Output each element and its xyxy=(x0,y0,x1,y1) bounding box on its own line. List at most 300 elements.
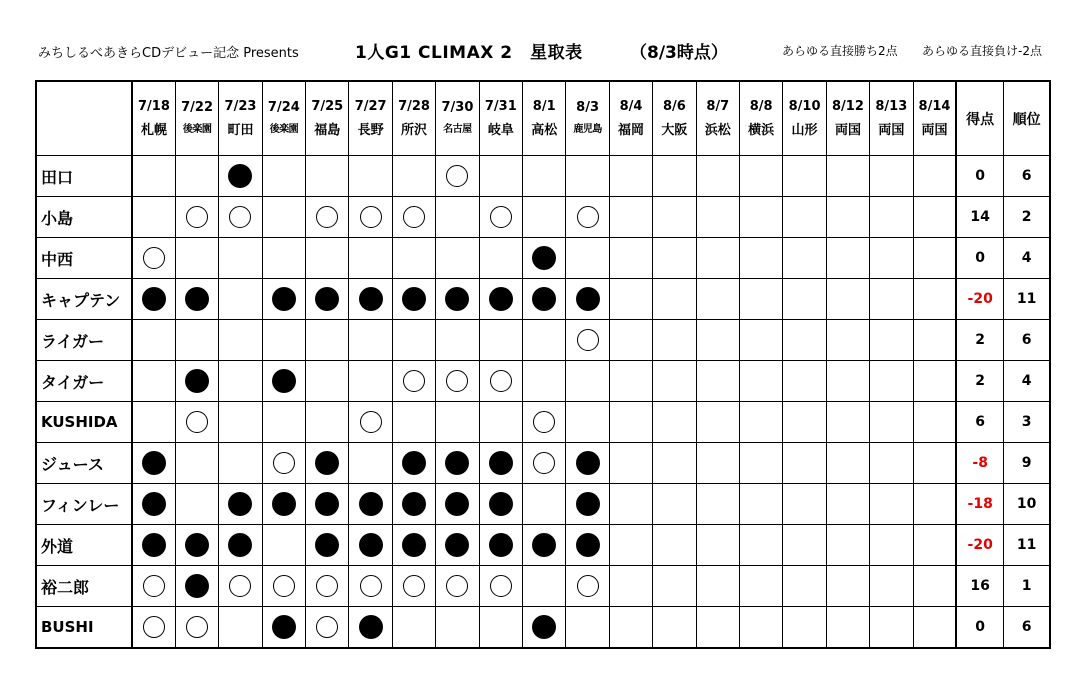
result-cell xyxy=(870,443,913,484)
result-cell xyxy=(783,156,826,197)
result-cell xyxy=(870,279,913,320)
result-cell xyxy=(479,443,522,484)
result-cell xyxy=(739,607,782,649)
result-cell xyxy=(783,607,826,649)
result-cell xyxy=(913,484,956,525)
loss-circle-icon xyxy=(445,451,469,475)
result-cell xyxy=(436,525,479,566)
result-cell xyxy=(219,607,262,649)
result-cell xyxy=(349,361,392,402)
result-cell xyxy=(609,361,652,402)
result-cell xyxy=(392,361,435,402)
result-cell xyxy=(696,443,739,484)
score-header: 得点 xyxy=(956,81,1003,156)
result-cell xyxy=(566,361,609,402)
result-cell xyxy=(479,361,522,402)
result-cell xyxy=(306,156,349,197)
rule-loss-points: あらゆる直接負け-2点 xyxy=(922,44,1042,58)
loss-circle-icon xyxy=(445,287,469,311)
table-body xyxy=(36,156,1050,649)
result-cell xyxy=(783,320,826,361)
loss-circle-icon xyxy=(359,615,383,639)
result-cell xyxy=(913,566,956,607)
table-row xyxy=(36,320,1050,361)
header xyxy=(0,0,1083,80)
result-cell xyxy=(306,443,349,484)
win-circle-icon xyxy=(577,329,599,351)
result-cell xyxy=(175,566,218,607)
rank-value: 3 xyxy=(1003,402,1050,443)
result-cell xyxy=(132,607,175,649)
result-cell xyxy=(826,279,869,320)
loss-circle-icon xyxy=(359,492,383,516)
loss-circle-icon xyxy=(315,533,339,557)
rank-value: 11 xyxy=(1003,525,1050,566)
result-cell xyxy=(523,484,566,525)
score-value: 0 xyxy=(956,156,1003,197)
result-cell xyxy=(913,361,956,402)
win-circle-icon xyxy=(403,370,425,392)
venue-label: 町田 xyxy=(227,122,254,138)
result-cell xyxy=(523,156,566,197)
result-cell xyxy=(349,279,392,320)
win-circle-icon xyxy=(446,370,468,392)
result-cell xyxy=(479,279,522,320)
result-cell xyxy=(566,197,609,238)
result-cell xyxy=(392,156,435,197)
result-cell xyxy=(739,566,782,607)
result-cell xyxy=(566,279,609,320)
result-cell xyxy=(219,566,262,607)
wrestler-name: キャプテン xyxy=(36,279,132,320)
date-label: 7/28 xyxy=(398,98,430,114)
header-row xyxy=(36,81,1050,156)
win-circle-icon xyxy=(446,165,468,187)
venue-label: 所沢 xyxy=(401,122,428,138)
result-cell xyxy=(436,443,479,484)
result-cell xyxy=(653,320,696,361)
loss-circle-icon xyxy=(445,533,469,557)
result-cell xyxy=(436,402,479,443)
result-cell xyxy=(826,566,869,607)
result-cell xyxy=(392,320,435,361)
result-cell xyxy=(479,607,522,649)
result-cell xyxy=(870,402,913,443)
win-circle-icon xyxy=(446,575,468,597)
result-cell xyxy=(653,361,696,402)
loss-circle-icon xyxy=(359,533,383,557)
result-cell xyxy=(436,156,479,197)
date-label: 7/24 xyxy=(267,100,300,116)
result-cell xyxy=(479,566,522,607)
venue-label: 名古屋 xyxy=(443,124,472,136)
date-label: 8/6 xyxy=(662,98,686,114)
result-cell xyxy=(262,197,305,238)
result-cell xyxy=(219,443,262,484)
result-cell xyxy=(653,525,696,566)
win-circle-icon xyxy=(273,452,295,474)
loss-circle-icon xyxy=(315,287,339,311)
result-cell xyxy=(783,279,826,320)
result-cell xyxy=(783,361,826,402)
result-cell xyxy=(306,320,349,361)
win-circle-icon xyxy=(316,616,338,638)
result-cell xyxy=(392,484,435,525)
win-circle-icon xyxy=(403,206,425,228)
result-cell xyxy=(870,320,913,361)
loss-circle-icon xyxy=(142,492,166,516)
result-cell xyxy=(609,402,652,443)
result-cell xyxy=(392,279,435,320)
win-circle-icon xyxy=(577,575,599,597)
rank-value: 6 xyxy=(1003,156,1050,197)
result-cell xyxy=(262,607,305,649)
result-cell xyxy=(175,156,218,197)
result-cell xyxy=(523,320,566,361)
score-value: -20 xyxy=(956,525,1003,566)
result-cell xyxy=(609,197,652,238)
rank-value: 6 xyxy=(1003,607,1050,649)
win-circle-icon xyxy=(490,575,512,597)
win-circle-icon xyxy=(360,411,382,433)
date-header xyxy=(392,81,435,156)
loss-circle-icon xyxy=(532,246,556,270)
result-cell xyxy=(175,320,218,361)
result-cell xyxy=(175,525,218,566)
result-cell xyxy=(696,484,739,525)
result-cell xyxy=(696,607,739,649)
loss-circle-icon xyxy=(489,451,513,475)
win-circle-icon xyxy=(143,575,165,597)
result-cell xyxy=(783,566,826,607)
win-circle-icon xyxy=(186,616,208,638)
date-label: 7/23 xyxy=(224,98,257,114)
result-cell xyxy=(306,361,349,402)
win-circle-icon xyxy=(577,206,599,228)
result-cell xyxy=(479,238,522,279)
loss-circle-icon xyxy=(315,492,339,516)
date-label: 8/3 xyxy=(576,100,600,116)
loss-circle-icon xyxy=(142,451,166,475)
wrestler-name: タイガー xyxy=(36,361,132,402)
date-label: 7/18 xyxy=(138,98,170,114)
result-cell xyxy=(306,566,349,607)
result-cell xyxy=(392,402,435,443)
result-cell xyxy=(566,484,609,525)
win-circle-icon xyxy=(273,575,295,597)
date-header xyxy=(175,81,218,156)
loss-circle-icon xyxy=(489,533,513,557)
date-label: 7/22 xyxy=(181,100,214,116)
result-cell xyxy=(739,402,782,443)
table-row xyxy=(36,279,1050,320)
venue-label: 後楽園 xyxy=(269,124,299,136)
date-header xyxy=(306,81,349,156)
result-cell xyxy=(913,607,956,649)
loss-circle-icon xyxy=(272,369,296,393)
date-label: 8/13 xyxy=(875,98,908,114)
win-circle-icon xyxy=(316,575,338,597)
loss-circle-icon xyxy=(359,287,383,311)
result-cell xyxy=(653,197,696,238)
loss-circle-icon xyxy=(445,492,469,516)
result-cell xyxy=(436,361,479,402)
table-row xyxy=(36,607,1050,649)
result-cell xyxy=(349,320,392,361)
result-cell xyxy=(696,525,739,566)
date-label: 8/4 xyxy=(619,98,643,114)
result-cell xyxy=(913,525,956,566)
result-cell xyxy=(913,156,956,197)
win-circle-icon xyxy=(143,247,165,269)
result-cell xyxy=(653,402,696,443)
result-cell xyxy=(132,197,175,238)
result-cell xyxy=(609,484,652,525)
wrestler-name: ジュース xyxy=(36,443,132,484)
result-cell xyxy=(826,361,869,402)
date-header xyxy=(479,81,522,156)
rank-value: 4 xyxy=(1003,361,1050,402)
result-cell xyxy=(219,279,262,320)
result-cell xyxy=(219,197,262,238)
result-cell xyxy=(349,566,392,607)
result-cell xyxy=(566,607,609,649)
result-cell xyxy=(870,484,913,525)
result-cell xyxy=(739,484,782,525)
date-header xyxy=(696,81,739,156)
result-cell xyxy=(653,484,696,525)
result-cell xyxy=(479,525,522,566)
result-cell xyxy=(349,197,392,238)
result-cell xyxy=(696,156,739,197)
score-value: -8 xyxy=(956,443,1003,484)
result-cell xyxy=(132,320,175,361)
table-row xyxy=(36,197,1050,238)
score-value: 14 xyxy=(956,197,1003,238)
result-cell xyxy=(826,443,869,484)
result-cell xyxy=(132,156,175,197)
wrestler-name: 裕二郎 xyxy=(36,566,132,607)
result-cell xyxy=(696,238,739,279)
as-of-date: （8/3時点） xyxy=(630,43,728,63)
date-header xyxy=(436,81,479,156)
result-cell xyxy=(175,607,218,649)
loss-circle-icon xyxy=(185,574,209,598)
result-cell xyxy=(175,279,218,320)
result-cell xyxy=(913,279,956,320)
page-title: 1人G1 CLIMAX 2 星取表 xyxy=(355,43,583,63)
result-cell xyxy=(783,197,826,238)
result-cell xyxy=(696,361,739,402)
result-cell xyxy=(826,197,869,238)
table-row xyxy=(36,443,1050,484)
result-cell xyxy=(913,197,956,238)
corner-cell xyxy=(36,81,132,156)
result-cell xyxy=(306,238,349,279)
score-value: 0 xyxy=(956,607,1003,649)
win-circle-icon xyxy=(403,575,425,597)
result-cell xyxy=(392,525,435,566)
result-cell xyxy=(262,238,305,279)
result-cell xyxy=(219,320,262,361)
result-cell xyxy=(826,238,869,279)
result-cell xyxy=(219,238,262,279)
date-header xyxy=(262,81,305,156)
result-cell xyxy=(739,279,782,320)
result-cell xyxy=(306,607,349,649)
result-cell xyxy=(523,402,566,443)
date-header xyxy=(870,81,913,156)
loss-circle-icon xyxy=(142,533,166,557)
result-cell xyxy=(219,484,262,525)
result-cell xyxy=(349,607,392,649)
result-cell xyxy=(262,566,305,607)
result-cell xyxy=(783,238,826,279)
date-label: 8/14 xyxy=(918,98,951,114)
result-cell xyxy=(783,402,826,443)
wrestler-name: 外道 xyxy=(36,525,132,566)
result-cell xyxy=(349,443,392,484)
result-cell xyxy=(653,238,696,279)
loss-circle-icon xyxy=(576,451,600,475)
table-row xyxy=(36,484,1050,525)
result-cell xyxy=(566,156,609,197)
win-circle-icon xyxy=(490,206,512,228)
rank-value: 1 xyxy=(1003,566,1050,607)
win-circle-icon xyxy=(186,411,208,433)
result-cell xyxy=(653,443,696,484)
result-cell xyxy=(479,402,522,443)
score-value: 0 xyxy=(956,238,1003,279)
date-label: 7/27 xyxy=(354,98,387,114)
venue-label: 長野 xyxy=(357,122,384,138)
venue-label: 福岡 xyxy=(617,122,644,138)
result-cell xyxy=(479,484,522,525)
win-circle-icon xyxy=(533,411,555,433)
result-cell xyxy=(783,525,826,566)
result-cell xyxy=(739,156,782,197)
result-cell xyxy=(306,279,349,320)
result-cell xyxy=(870,156,913,197)
result-cell xyxy=(436,238,479,279)
result-cell xyxy=(523,607,566,649)
result-cell xyxy=(436,279,479,320)
result-cell xyxy=(306,197,349,238)
date-header xyxy=(653,81,696,156)
loss-circle-icon xyxy=(185,287,209,311)
venue-label: 鹿児島 xyxy=(573,124,602,136)
result-cell xyxy=(696,402,739,443)
result-cell xyxy=(870,361,913,402)
loss-circle-icon xyxy=(272,615,296,639)
loss-circle-icon xyxy=(532,615,556,639)
result-cell xyxy=(132,402,175,443)
result-cell xyxy=(783,443,826,484)
loss-circle-icon xyxy=(402,451,426,475)
result-cell xyxy=(479,197,522,238)
result-cell xyxy=(436,320,479,361)
result-cell xyxy=(219,525,262,566)
result-cell xyxy=(870,525,913,566)
result-cell xyxy=(132,279,175,320)
date-label: 8/7 xyxy=(706,98,730,114)
table-row xyxy=(36,361,1050,402)
rank-value: 11 xyxy=(1003,279,1050,320)
wrestler-name: 中西 xyxy=(36,238,132,279)
rank-value: 6 xyxy=(1003,320,1050,361)
result-cell xyxy=(132,566,175,607)
wrestler-name: ライガー xyxy=(36,320,132,361)
result-cell xyxy=(219,402,262,443)
result-cell xyxy=(870,197,913,238)
result-cell xyxy=(653,607,696,649)
result-cell xyxy=(696,279,739,320)
result-cell xyxy=(913,238,956,279)
result-cell xyxy=(523,197,566,238)
result-cell xyxy=(262,443,305,484)
table-row xyxy=(36,566,1050,607)
result-cell xyxy=(739,443,782,484)
result-cell xyxy=(566,525,609,566)
score-value: -20 xyxy=(956,279,1003,320)
date-label: 8/10 xyxy=(788,98,821,114)
venue-label: 両国 xyxy=(834,122,861,138)
loss-circle-icon xyxy=(228,533,252,557)
date-header xyxy=(609,81,652,156)
result-cell xyxy=(436,484,479,525)
date-header xyxy=(523,81,566,156)
result-cell xyxy=(349,402,392,443)
result-cell xyxy=(523,443,566,484)
result-cell xyxy=(262,525,305,566)
result-cell xyxy=(132,484,175,525)
result-cell xyxy=(826,156,869,197)
date-label: 7/25 xyxy=(311,98,344,114)
result-cell xyxy=(826,525,869,566)
result-cell xyxy=(132,361,175,402)
win-circle-icon xyxy=(229,575,251,597)
venue-label: 山形 xyxy=(791,122,818,138)
result-cell xyxy=(696,320,739,361)
result-cell xyxy=(479,320,522,361)
wrestler-name: 田口 xyxy=(36,156,132,197)
date-label: 8/12 xyxy=(832,98,864,114)
result-cell xyxy=(653,566,696,607)
date-header xyxy=(739,81,782,156)
result-cell xyxy=(870,238,913,279)
result-cell xyxy=(392,566,435,607)
score-value: 2 xyxy=(956,320,1003,361)
result-cell xyxy=(609,238,652,279)
result-cell xyxy=(262,156,305,197)
result-cell xyxy=(349,525,392,566)
result-cell xyxy=(436,607,479,649)
date-header xyxy=(132,81,175,156)
result-cell xyxy=(132,238,175,279)
result-cell xyxy=(349,156,392,197)
date-header xyxy=(566,81,609,156)
result-cell xyxy=(609,279,652,320)
wrestler-name: フィンレー xyxy=(36,484,132,525)
win-circle-icon xyxy=(360,575,382,597)
loss-circle-icon xyxy=(315,451,339,475)
venue-label: 高松 xyxy=(531,122,558,138)
wrestler-name: BUSHI xyxy=(36,607,132,649)
loss-circle-icon xyxy=(576,533,600,557)
date-label: 8/8 xyxy=(749,98,773,114)
date-header xyxy=(826,81,869,156)
wrestler-name: KUSHIDA xyxy=(36,402,132,443)
